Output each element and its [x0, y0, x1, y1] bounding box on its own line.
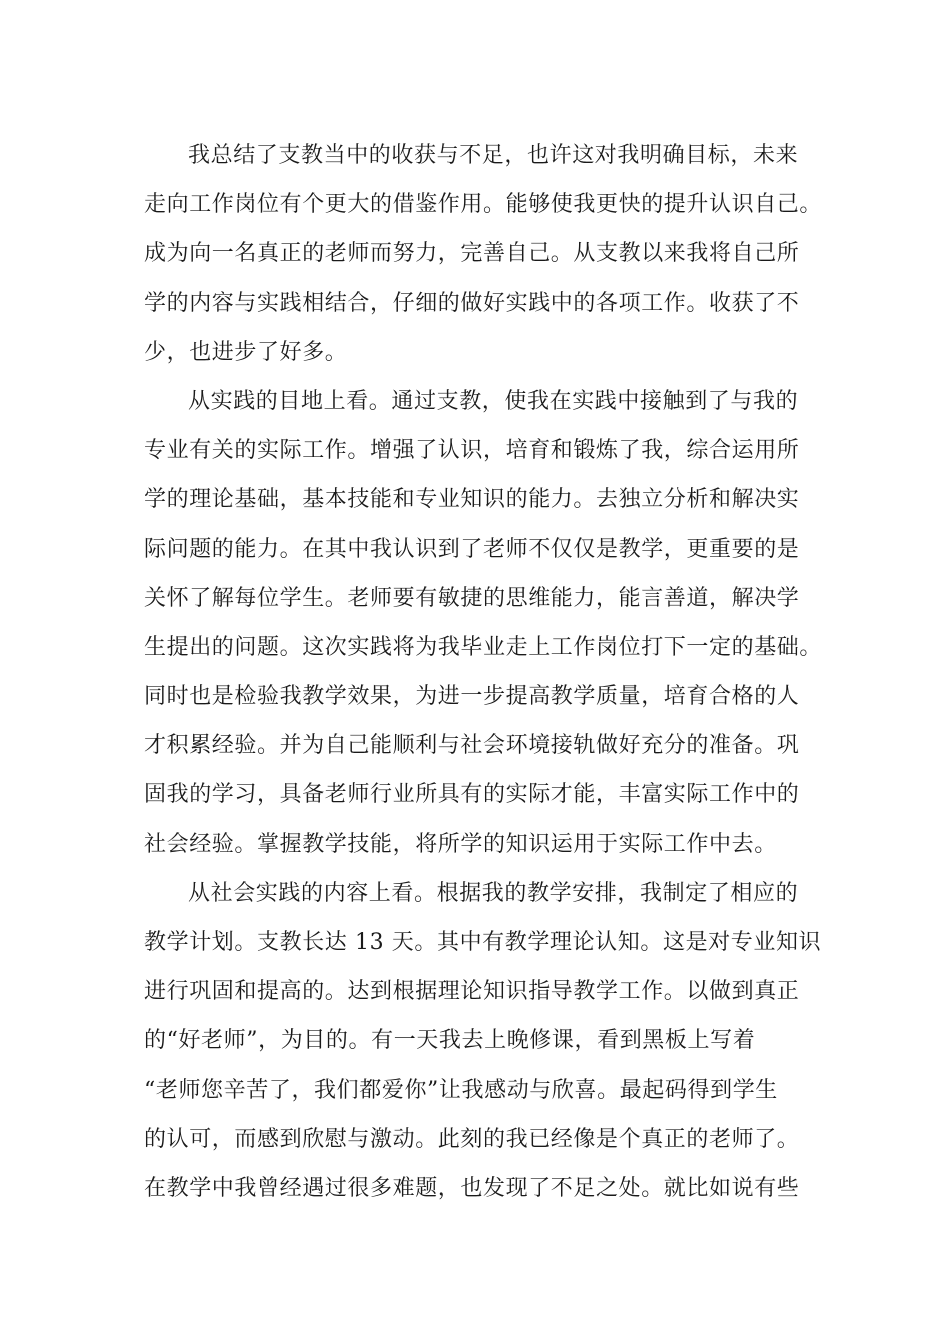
- text-line: 学的理论基础，基本技能和专业知识的能力。去独立分析和解决实: [144, 487, 800, 513]
- text-line: 我总结了支教当中的收获与不足，也许这对我明确目标，未来: [188, 143, 799, 168]
- text-line: 社会经验。掌握教学技能，将所学的知识运用于实际工作中去。: [144, 831, 777, 857]
- text-line: 从实践的目地上看。通过支教，使我在实践中接触到了与我的: [188, 388, 799, 414]
- text-line: 的认可，而感到欣慰与激动。此刻的我已经像是个真正的老师了。: [144, 1126, 800, 1152]
- paragraph-1: [144, 131, 823, 377]
- text-line: 教学计划。支教长达 13 天。其中有教学理论认知。这是对专业知识: [144, 930, 822, 955]
- text-line: 专业有关的实际工作。增强了认识，培育和锻炼了我，综合运用所: [144, 438, 800, 464]
- text-line: 少，也进步了好多。: [144, 339, 348, 365]
- text-line: 才积累经验。并为自己能顺利与社会环境接轨做好充分的准备。巩: [144, 733, 800, 759]
- document-body: [144, 131, 823, 1213]
- text-line: 从社会实践的内容上看。根据我的教学安排，我制定了相应的: [188, 880, 799, 906]
- paragraph-3: [144, 869, 822, 1213]
- text-line: 走向工作岗位有个更大的借鉴作用。能够使我更快的提升认识自己。: [144, 192, 823, 218]
- text-line: 际问题的能力。在其中我认识到了老师不仅仅是教学，更重要的是: [144, 536, 800, 562]
- text-line: 在教学中我曾经遇过很多难题，也发现了不足之处。就比如说有些: [144, 1175, 800, 1201]
- text-line: 学的内容与实践相结合，仔细的做好实践中的各项工作。收获了不: [144, 290, 800, 316]
- text-line: 固我的学习，具备老师行业所具有的实际才能，丰富实际工作中的: [144, 782, 800, 808]
- text-line: 成为向一名真正的老师而努力，完善自己。从支教以来我将自己所: [144, 241, 800, 267]
- text-line: 关怀了解每位学生。老师要有敏捷的思维能力，能言善道，解决学: [144, 585, 800, 611]
- text-line: 同时也是检验我教学效果，为进一步提高教学质量，培育合格的人: [144, 684, 800, 710]
- text-line: 进行巩固和提高的。达到根据理论知识指导教学工作。以做到真正: [144, 979, 800, 1005]
- text-line: 生提出的问题。这次实践将为我毕业走上工作岗位打下一定的基础。: [144, 634, 823, 660]
- text-line: 的“好老师”，为目的。有一天我去上晚修课，看到黑板上写着: [144, 1028, 756, 1054]
- paragraph-2: [144, 377, 823, 869]
- text-line: “老师您辛苦了，我们都爱你”让我感动与欣喜。最起码得到学生: [144, 1077, 778, 1103]
